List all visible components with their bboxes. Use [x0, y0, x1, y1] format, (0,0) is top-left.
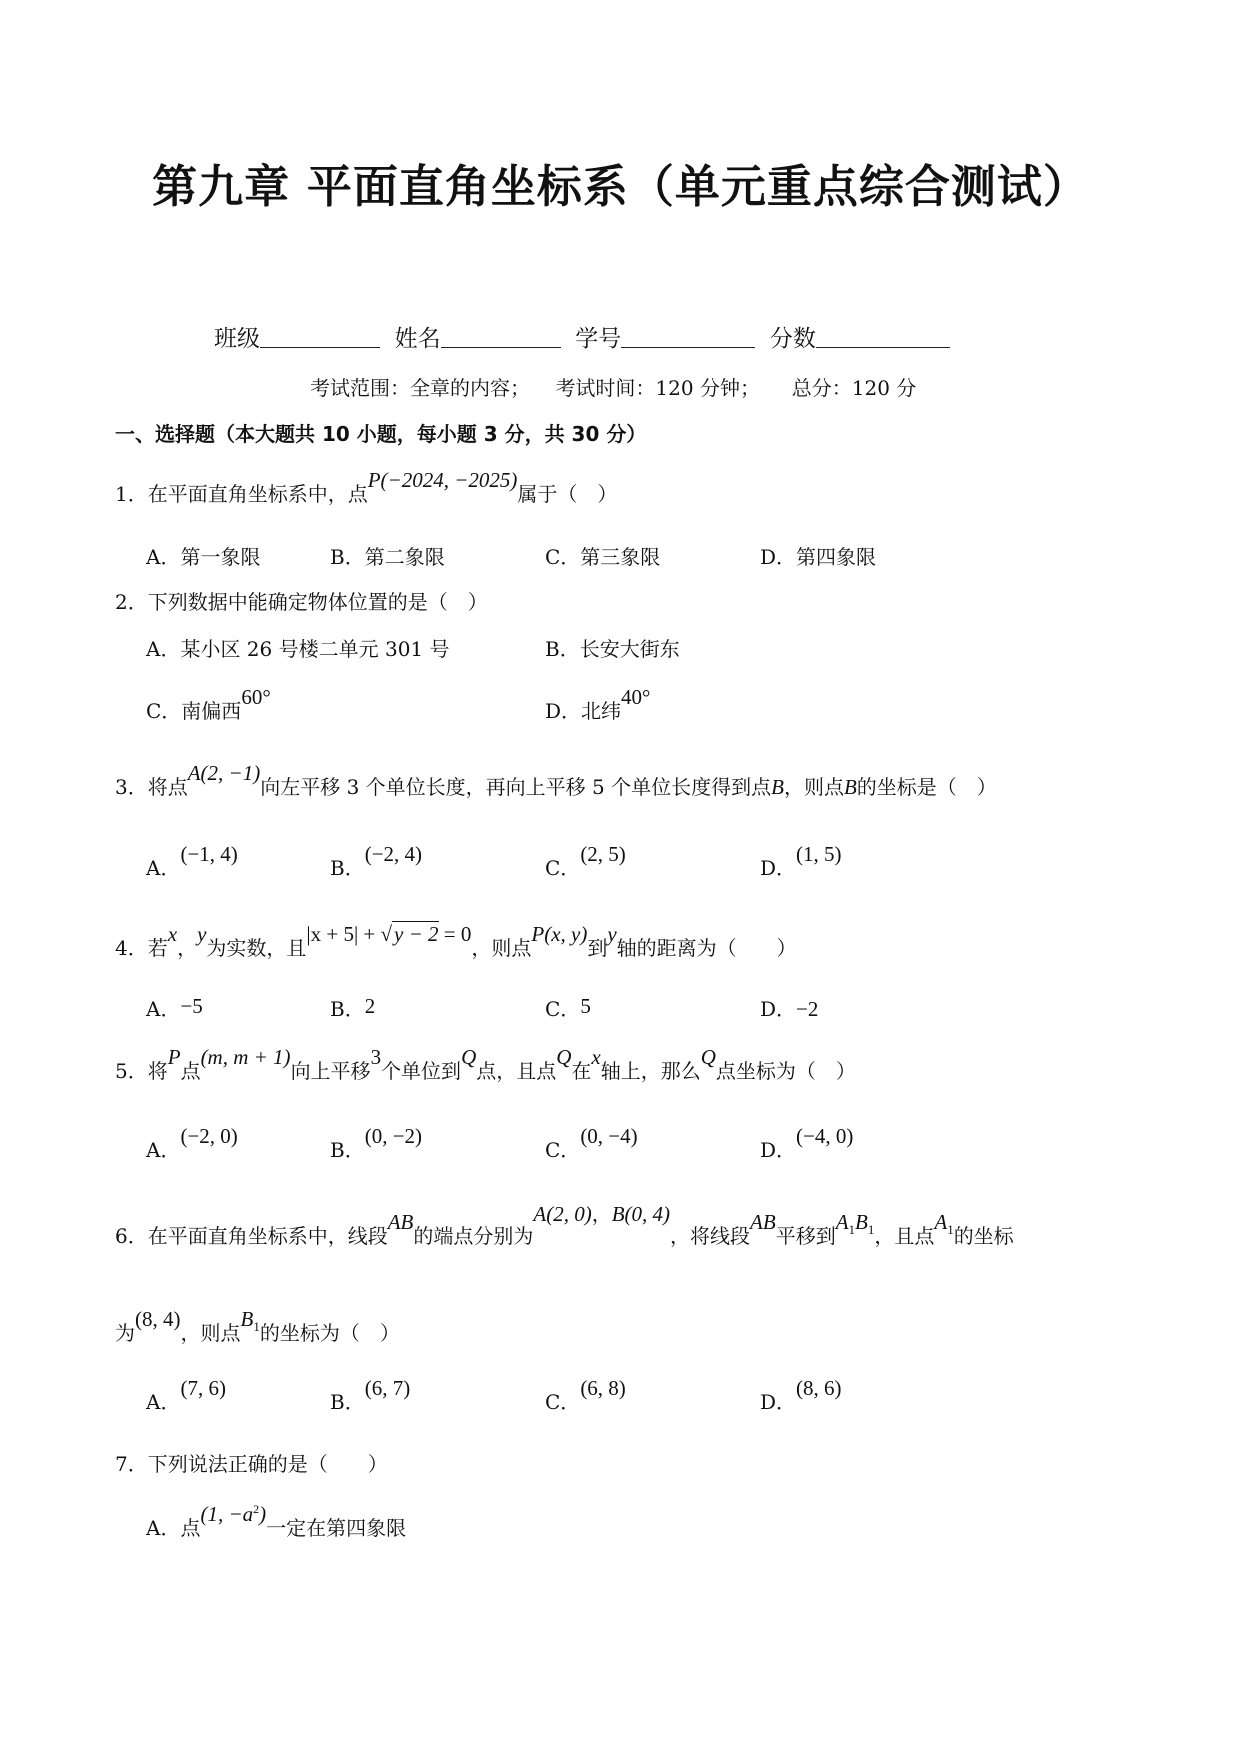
page-title: 第九章 平面直角坐标系（单元重点综合测试） — [152, 160, 1089, 213]
q6-option-b[interactable] — [330, 1376, 411, 1415]
math-letter: B — [855, 1210, 868, 1234]
question-4 — [115, 922, 797, 961]
math-point-p: P(x, y) — [531, 922, 588, 946]
question-number: 6． — [115, 1224, 148, 1248]
question-number: 4． — [115, 936, 148, 960]
score-blank[interactable] — [816, 323, 950, 348]
option-math — [200, 1502, 266, 1526]
option-math: 60° — [241, 685, 271, 709]
q5-option-c[interactable] — [545, 1124, 638, 1163]
option-label: B． — [330, 1138, 365, 1162]
option-math: −5 — [180, 994, 203, 1018]
question-text: 在平面直角坐标系中，点 — [147, 482, 368, 506]
math-subscript: 1 — [848, 1222, 856, 1238]
q3-option-c[interactable] — [545, 842, 626, 881]
math-coord-open: (1, −a — [200, 1502, 254, 1526]
section-heading: 一、选择题（本大题共 10 小题，每小题 3 分，共 30 分） — [115, 422, 647, 446]
score-label: 分数 — [769, 326, 816, 352]
math-point-p: P(−2024, −2025) — [367, 468, 518, 492]
option-math: 40° — [621, 685, 651, 709]
question-number: 3． — [115, 775, 148, 799]
q1-option-c[interactable]: C．第三象限 — [545, 545, 661, 569]
math-number: 3 — [370, 1045, 382, 1069]
math-coord: (m, m + 1) — [200, 1045, 291, 1069]
q3-option-d[interactable] — [760, 842, 842, 881]
option-label: D． — [760, 1138, 797, 1162]
q2-option-b[interactable]: B．长安大街东 — [545, 637, 680, 661]
math-segment-ab: AB — [387, 1210, 414, 1234]
question-text: 轴的距离为（ ） — [616, 936, 797, 960]
math-point-b1 — [240, 1307, 260, 1335]
option-label: B． — [330, 856, 365, 880]
math-var-x: x — [591, 1045, 601, 1069]
math-point-a1 — [934, 1210, 954, 1238]
q6-option-c[interactable] — [545, 1376, 626, 1415]
q5-option-b[interactable] — [330, 1124, 423, 1163]
math-point-a: A(2, 0) — [533, 1202, 592, 1226]
option-math: (1, 5) — [796, 842, 842, 866]
option-label: A． — [146, 1138, 181, 1162]
question-text: ，则点 — [471, 936, 532, 960]
math-point-q: Q — [461, 1045, 477, 1069]
math-var-y: y — [197, 922, 207, 946]
number-label: 学号 — [575, 326, 622, 352]
question-text: 为实数，且 — [206, 936, 307, 960]
q6-option-d[interactable] — [760, 1376, 842, 1415]
number-blank[interactable] — [621, 323, 755, 348]
q4-option-c[interactable] — [545, 993, 591, 1022]
option-math: (2, 5) — [580, 842, 626, 866]
math-var-y: y — [607, 922, 617, 946]
question-text: 将点 — [147, 775, 188, 799]
math-subscript: 1 — [253, 1319, 260, 1335]
math-equation: |x + 5| + √y − 2 = 0 — [306, 922, 472, 946]
math-subscript: 1 — [947, 1222, 954, 1238]
option-label: A． — [146, 1390, 181, 1414]
q4-option-d[interactable] — [760, 993, 818, 1022]
equation-sqrt: y − 2 — [394, 922, 439, 946]
option-math: (0, −4) — [580, 1124, 638, 1148]
question-text: 向上平移 — [290, 1059, 371, 1083]
question-text: ， — [591, 1202, 612, 1226]
option-math: (−1, 4) — [180, 842, 238, 866]
class-label: 班级 — [214, 326, 260, 352]
q2-option-d[interactable] — [545, 685, 651, 724]
math-letter: A — [934, 1210, 948, 1234]
q2-option-a[interactable]: A．某小区 26 号楼二单元 301 号 — [146, 637, 450, 661]
math-letter: B — [240, 1307, 254, 1331]
scope-range: 考试范围：全章的内容； — [310, 376, 530, 400]
question-text: 的端点分别为 — [413, 1224, 534, 1248]
question-text: ，则点 — [783, 775, 844, 799]
math-point-q: Q — [556, 1045, 572, 1069]
question-2 — [115, 586, 488, 615]
option-text: D．北纬 — [545, 699, 622, 723]
math-point-p: P — [167, 1045, 181, 1069]
math-segment-ab: AB — [750, 1210, 776, 1234]
option-math: −2 — [796, 997, 819, 1021]
question-text: 将 — [147, 1059, 168, 1083]
option-label: D． — [760, 1390, 797, 1414]
q5-option-d[interactable] — [760, 1124, 854, 1163]
option-label: B． — [330, 1390, 365, 1414]
question-7 — [115, 1448, 388, 1477]
question-text: 点，且点 — [476, 1059, 557, 1083]
question-text: 的坐标是（ ） — [856, 775, 997, 799]
question-text: 属于（ ） — [517, 482, 618, 506]
name-label: 姓名 — [394, 326, 441, 352]
math-letter: A — [835, 1210, 849, 1234]
question-text: 点坐标为（ ） — [715, 1059, 856, 1083]
question-text: 轴上，那么 — [600, 1059, 701, 1083]
equation-right: = 0 — [438, 922, 472, 946]
question-text: 在平面直角坐标系中，线段 — [147, 1224, 388, 1248]
q3-option-a[interactable] — [146, 842, 238, 881]
option-math: (0, −2) — [364, 1124, 423, 1148]
option-math: 5 — [580, 994, 591, 1018]
question-number: 1． — [115, 482, 148, 506]
q5-option-a[interactable] — [146, 1124, 238, 1163]
question-5 — [115, 1045, 856, 1084]
exam-scope — [310, 372, 916, 401]
question-text: 下列说法正确的是（ ） — [147, 1452, 388, 1476]
math-coord-close: ) — [259, 1502, 267, 1526]
q3-option-b[interactable] — [330, 842, 423, 881]
q6-option-a[interactable] — [146, 1376, 226, 1415]
option-math: (−2, 0) — [180, 1124, 238, 1148]
option-label: C． — [545, 1390, 581, 1414]
scope-total: 总分：120 分 — [791, 376, 917, 400]
math-point-q: Q — [700, 1045, 716, 1069]
option-label: A． — [146, 856, 181, 880]
option-label: B． — [330, 997, 365, 1021]
math-var-x: x — [167, 922, 178, 946]
option-label: C． — [545, 997, 581, 1021]
question-number: 2． — [115, 590, 148, 614]
option-math: (−4, 0) — [796, 1124, 854, 1148]
option-math: (7, 6) — [180, 1376, 226, 1400]
option-math: (6, 8) — [580, 1376, 626, 1400]
name-blank[interactable] — [441, 323, 561, 348]
question-6-continued — [115, 1307, 400, 1349]
class-blank[interactable] — [260, 323, 380, 348]
question-text: 为 — [115, 1321, 135, 1345]
question-text: 若 — [147, 936, 168, 960]
question-text: 个单位到 — [381, 1059, 462, 1083]
q4-option-b[interactable] — [330, 993, 375, 1022]
option-math: (6, 7) — [364, 1376, 411, 1400]
question-text: 的坐标 — [953, 1224, 1014, 1248]
math-point-a: A(2, −1) — [187, 761, 261, 785]
math-subscript: 1 — [867, 1222, 875, 1238]
question-number: 5． — [115, 1059, 148, 1083]
option-label: C． — [545, 856, 581, 880]
option-text: A．点 — [146, 1516, 201, 1540]
question-6 — [115, 1202, 1014, 1252]
q4-option-a[interactable] — [146, 993, 203, 1022]
student-info-line — [214, 320, 950, 353]
q1-option-d[interactable]: D．第四象限 — [760, 545, 877, 569]
question-number: 7． — [115, 1452, 148, 1476]
q1-option-a[interactable]: A．第一象限 — [146, 545, 261, 569]
option-math: (−2, 4) — [364, 842, 423, 866]
question-text: 平移到 — [775, 1224, 836, 1248]
question-1 — [115, 468, 618, 507]
question-text: ，将线段 — [670, 1224, 751, 1248]
option-text: C．南偏西 — [146, 699, 242, 723]
option-label: A． — [146, 997, 181, 1021]
option-math: (8, 6) — [796, 1376, 842, 1400]
q2-option-c[interactable] — [146, 685, 271, 724]
option-label: D． — [760, 997, 797, 1021]
math-segment-a1b1 — [835, 1210, 875, 1238]
question-text: 向左平移 3 个单位长度，再向上平移 5 个单位长度得到点 — [260, 775, 772, 799]
q7-option-a[interactable] — [146, 1502, 407, 1541]
math-point-b: B — [771, 775, 784, 799]
q1-option-b[interactable]: B．第二象限 — [330, 545, 445, 569]
option-label: D． — [760, 856, 797, 880]
option-math: 2 — [364, 994, 376, 1018]
math-point-b: B — [843, 775, 857, 799]
math-superscript: 2 — [253, 1502, 260, 1516]
question-text: 点 — [180, 1059, 201, 1083]
question-text: ，则点 — [180, 1321, 241, 1345]
option-label: C． — [545, 1138, 581, 1162]
question-text: ，且点 — [874, 1224, 935, 1248]
question-text: 到 — [587, 936, 608, 960]
equation-left: |x + 5| + — [306, 922, 381, 946]
question-text: ， — [177, 936, 198, 960]
scope-time: 考试时间：120 分钟； — [555, 376, 760, 400]
question-text: 下列数据中能确定物体位置的是（ ） — [147, 590, 488, 614]
question-text: 在 — [571, 1059, 592, 1083]
math-coord: (8, 4) — [135, 1307, 181, 1331]
question-text: 的坐标为（ ） — [259, 1321, 400, 1345]
math-point-b: B(0, 4) — [611, 1202, 671, 1226]
option-text: 一定在第四象限 — [266, 1516, 407, 1540]
question-3 — [115, 761, 997, 800]
